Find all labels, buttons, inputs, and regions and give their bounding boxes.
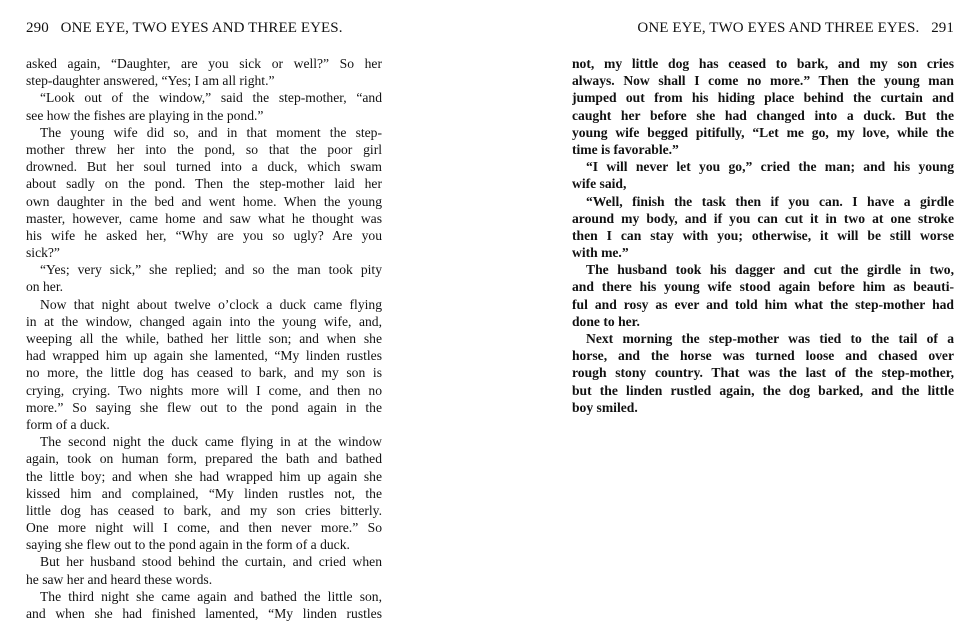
text-line: The third night she came again and bathed the little son, [40,588,382,604]
text-line: sick?” [26,245,60,261]
text-line: crying, crying. Two nights more will I come, and then no [26,382,382,398]
right-header-title: ONE EYE, TWO EYES AND THREE EYES. [637,20,920,36]
text-line: master, however, came home and saw what he thought was [26,210,382,226]
text-line: ful and rosy as ever and told him what the step-mother had [572,296,954,312]
text-line: more.” So saying she flew out to the pond again in the [26,399,382,415]
text-line: “Well, finish the task then if you can. I have a girdle [586,193,954,209]
left-page-body [26,55,382,622]
text-line: boy smiled. [572,399,638,415]
left-header-title: ONE EYE, TWO EYES AND THREE EYES. [60,20,343,36]
text-line: little dog has ceased to bark, and my son cries bitterly. [26,502,382,518]
right-page-number: 291 [931,20,954,36]
text-line: done to her. [572,313,640,329]
text-line: in at the window, changed again into the young wife, and, [26,313,382,329]
left-running-head [26,20,382,37]
text-line: on her. [26,279,63,295]
text-line: with me.” [572,245,629,261]
text-line: One more night will I come, and then never more.” So [26,520,382,536]
right-page [572,0,954,598]
text-line: had wrapped him up again she lamented, “My linden rustles [26,348,382,364]
left-page-number: 290 [26,20,49,36]
text-line: “Look out of the window,” said the step-mother, “and [40,90,382,106]
text-line: again, took on human form, prepared the bath and bathed [26,451,382,467]
text-line: caught her before she had changed into a duck. But the [572,107,954,123]
text-line: young wife begged pitifully, “Let me go, my love, while the [572,124,954,140]
text-line: weeping all the while, bathed her little son; and when she [26,331,382,346]
text-line: kissed him and complained, “My linden rustles not, the [26,485,382,501]
text-line: saying she flew out to the pond again in the form of a duck. [26,537,350,553]
text-line: he saw her and heard these words. [26,571,213,587]
text-line: around my body, and if you can cut it in two at one stroke [572,210,954,226]
text-line: horse, and the horse was turned loose and chased over [572,348,954,364]
text-line: see how the fishes are playing in the pond.” [26,107,264,123]
text-line: asked again, “Daughter, are you sick or well?” So her [26,56,382,71]
text-line: “I will never let you go,” cried the man; and his young [586,159,954,175]
text-line: form of a duck. [26,416,110,432]
text-line: But her husband stood behind the curtain, and cried when [40,554,382,570]
text-line: own daughter in the bed and went home. When the young [26,193,382,209]
text-line: The young wife did so, and in that moment the step- [40,124,382,140]
text-line: The husband took his dagger and cut the girdle in two, [586,262,954,278]
right-page-body [572,55,954,416]
text-line: The second night the duck came flying in at the window [40,434,382,450]
text-line: Now that night about twelve o’clock a duck came flying [40,296,382,312]
text-line: and there his young wife stood again before him as beauti- [572,279,954,295]
text-line: and when she had finished lamented, “My linden rustles [26,606,382,621]
text-line: wife said, [572,176,627,192]
text-line: about sadly on the pond. Then the step-mother laid her [26,176,382,192]
right-running-head [637,20,954,37]
text-line: time is favorable.” [572,141,679,157]
left-page [0,0,382,621]
text-line: jumped out from his hiding place behind the curtain and [572,90,954,106]
text-line: drowned. But her soul turned into a duck, which swam [26,159,382,175]
text-line: no more, the little dog has ceased to bark, and my son is [26,365,382,381]
text-line: rough stony country. That was the last of the step-mother, [572,365,954,381]
text-line: “Yes; very sick,” she replied; and so the man took pity [40,262,382,278]
text-line: then I can stay with you; otherwise, it will be still worse [572,227,954,243]
text-line: his wife he asked her, “Why are you so ugly? Are you [26,227,382,243]
text-line: not, my little dog has ceased to bark, and my son cries [572,56,954,71]
text-line: always. Now shall I come no more.” Then the young man [572,73,954,89]
text-line: Next morning the step-mother was tied to the tail of a [586,331,954,346]
text-line: mother threw her into the pond, so that the poor girl [26,141,382,157]
text-line: but the linden rustled again, the dog barked, and the little [572,382,954,398]
text-line: the little boy; and when she had wrapped him up again she [26,468,382,484]
text-line: step-daughter answered, “Yes; I am all right.” [26,73,275,89]
